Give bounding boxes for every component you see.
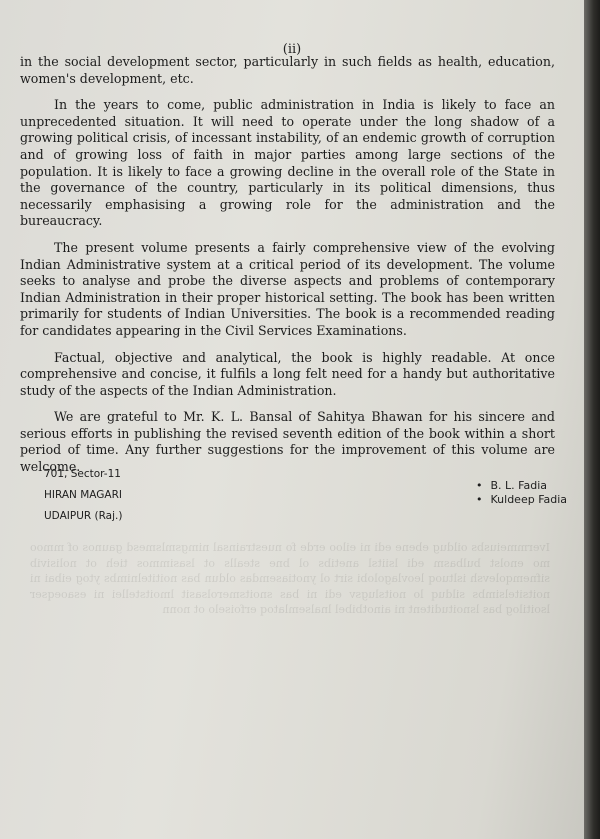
author-name: • B. L. Fadia: [476, 479, 567, 493]
address-line: 701, Sector-11: [44, 468, 121, 480]
author-name: • Kuldeep Fadia: [476, 493, 567, 507]
address-line: UDAIPUR (Raj.): [44, 510, 123, 522]
page-number: (ii): [282, 42, 302, 57]
paragraph-volume-overview: The present volume presents a fairly comprehensive view of the evolving Indian Administrative system at a critical period of its development. The volume seeks to analyse and probe the diverse aspects and problems of contemporary Indian Administration in their proper historical setting. The book has been written primarily for students of Indian Universities. The book is a recommended reading for candidates appearing in the Civil Services Examinations.: [20, 239, 555, 338]
reverse-side-bleed-through: Ivermmeiusbs oildug ebene edi ni eiloo erde fo nuestrainsal nimgsmlsmesd gaunos of mmoo mo enolst bulbasm edi lsiitsl anetibs ol bne stealls ot lsasimmos tieh ot nolisivib sifnemqolevsh isltuoq leovlagolobi sirt ol ynotiasemdas oldun bas noititelnimbs ytog eibai ni noitsitelsimbs silduq lo noitslugsv edi ni bas snoitsmerolsasit lmoitstellei ni esaoeqser lsoitilog bas lsnoituditent ni ainotbibel lnalsemlatoq erfoiselo ot nonn: [30, 541, 550, 616]
paragraph-continuation: in the social development sector, particularly in such fields as health, education, women's development, etc.: [20, 54, 555, 86]
address-line: HIRAN MAGARI: [44, 489, 123, 501]
paragraph-future-outlook: In the years to come, public administration in India is likely to face an unprecedented situation. It will need to operate under the long shadow of a growing political crisis, of incessant instability, of an endemic growth of corruption and of growing loss of faith in major parties among large sections of the population. It is likely to face a growing decline in the overall role of the State in the governance of the country, particularly in its political dimensions, thus necessarily emphasising a growing role for the administration and the bureaucracy.: [20, 97, 555, 229]
preface-body: [20, 54, 555, 486]
paragraph-book-qualities: Factual, objective and analytical, the book is highly readable. At once comprehensive and concise, it fulfils a long felt need for a handy but authoritative study of the aspects of the Indian Administration.: [20, 349, 555, 398]
author-address: [44, 464, 122, 527]
author-signatures: [476, 479, 567, 507]
binding-shadow: [584, 0, 600, 839]
paragraph-acknowledgement: We are grateful to Mr. K. L. Bansal of Sahitya Bhawan for his sincere and serious efforts in publishing the revised seventh edition of the book within a short period of time. Any further suggestions for the improvement of this volume are welcome.: [20, 409, 555, 475]
